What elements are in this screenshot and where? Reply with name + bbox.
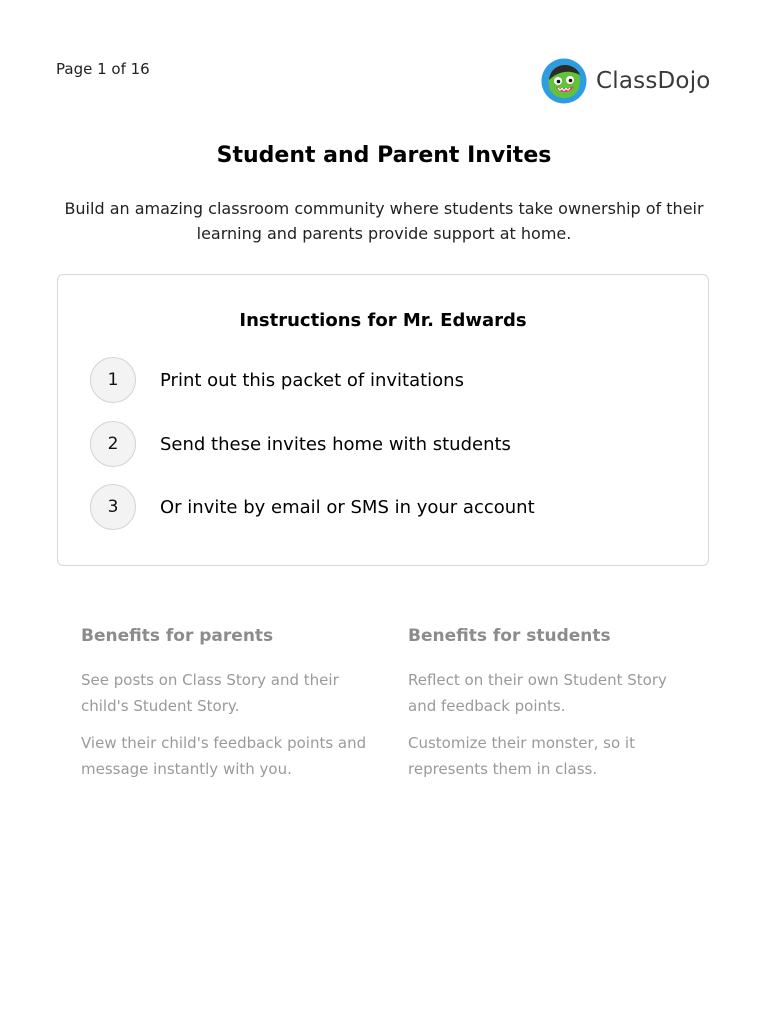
step-text: Or invite by email or SMS in your account (160, 496, 535, 518)
instruction-step (90, 421, 511, 467)
benefits-heading: Benefits for parents (81, 626, 274, 646)
brand-name: ClassDojo (596, 68, 711, 94)
benefits-for-students (408, 624, 698, 794)
benefit-item: See posts on Class Story and their child's Student Story. (81, 671, 339, 715)
step-number-badge: 1 (90, 357, 136, 403)
instructions-card (57, 274, 709, 566)
brand-logo-lockup (541, 57, 711, 105)
page-title: Student and Parent Invites (216, 143, 552, 168)
page-indicator: Page 1 of 16 (56, 60, 150, 78)
step-text: Send these invites home with students (160, 433, 511, 455)
benefit-item: Customize their monster, so it represents them in class. (408, 734, 635, 778)
instructions-heading: Instructions for Mr. Edwards (239, 310, 527, 331)
benefits-heading: Benefits for students (408, 626, 611, 646)
step-text: Print out this packet of invitations (160, 369, 464, 391)
step-number-badge: 2 (90, 421, 136, 467)
page-subtitle: Build an amazing classroom community where students take ownership of their learning and parents provide support at home. (64, 199, 704, 243)
benefit-item: View their child's feedback points and message instantly with you. (81, 734, 367, 778)
benefit-item: Reflect on their own Student Story and feedback points. (408, 671, 667, 715)
instruction-step (90, 484, 535, 530)
step-number-badge: 3 (90, 484, 136, 530)
benefits-for-parents (81, 624, 371, 794)
classdojo-monster-logo-icon (541, 58, 587, 104)
instruction-step (90, 357, 464, 403)
